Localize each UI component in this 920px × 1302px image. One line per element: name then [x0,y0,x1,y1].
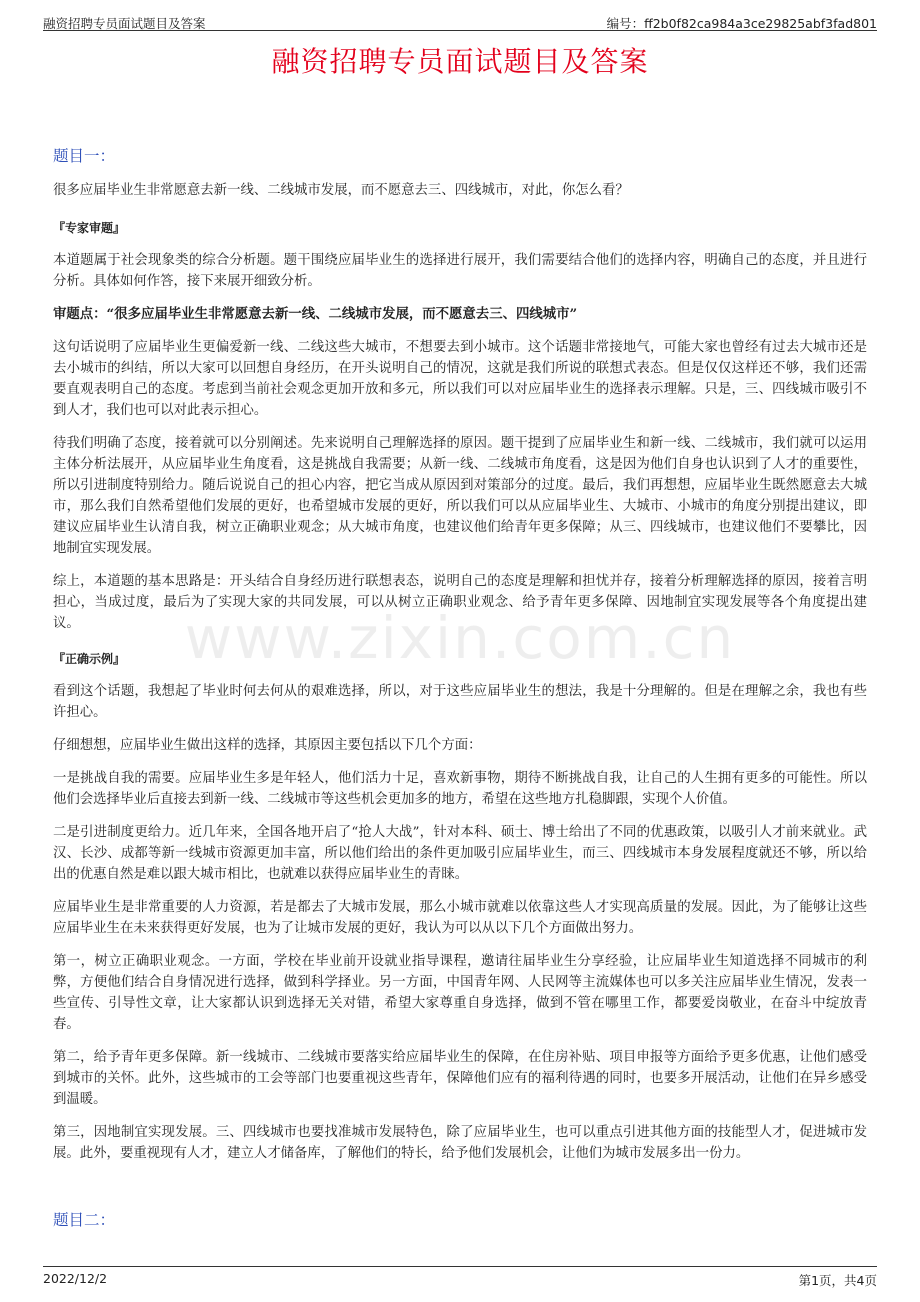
example-paragraph: 第三，因地制宜实现发展。三、四线城市也要找准城市发展特色，除了应届毕业生，也可以重点引进其他方面的技能型人才，促进城市发展。此外，要重视现有人才，建立人才储备库，了解他们的特长，给予他们发展机会，让他们为城市发展多出一份力。 [53,1125,867,1161]
header-doc-title: 融资招聘专员面试题目及答案 [43,16,206,31]
correct-example-tag: 『正确示例』 [53,652,126,666]
expert-review-tag: 『专家审题』 [53,221,126,235]
footer-page-number: 第1页，共4页 [798,1273,877,1288]
question-1-heading: 题目一： [53,147,116,165]
example-paragraph: 第二，给予青年更多保障。新一线城市、二线城市要落实给应届毕业生的保障，在住房补贴、项目申报等方面给予更多优惠，让他们感受到城市的关怀。此外，这些城市的工会等部门也要重视这些青年，保障他们应有的福利待遇的同时，也要多开展活动，让他们在异乡感受到温暖。 [53,1050,867,1107]
review-paragraph: 综上，本道题的基本思路是：开头结合自身经历进行联想表态，说明自己的态度是理解和担忧并存，接着分析理解选择的原因，接着言明担心，当成过度，最后为了实现大家的共同发展，可以从树立正确职业观念、给予青年更多保障、因地制宜实现发展等各个角度提出建议。 [53,574,867,631]
review-paragraph: 这句话说明了应届毕业生更偏爱新一线、二线这些大城市，不想要去到小城市。这个话题非常接地气，可能大家也曾经有过去大城市还是去小城市的纠结，所以大家可以回想自身经历，在开头说明自己的情况，这就是我们所说的联想式表态。但是仅仅这样还不够，我们还需要直观表明自己的态度。考虑到当前社会观念更加开放和多元，所以我们可以对应届毕业生的选择表示理解。只是，三、四线城市吸引不到人才，我们也可以对此表示担心。 [53,340,867,418]
review-point: 审题点：“很多应届毕业生非常愿意去新一线、二线城市发展，而不愿意去三、四线城市” [53,306,578,322]
example-paragraph: 第一，树立正确职业观念。一方面，学校在毕业前开设就业指导课程，邀请往届毕业生分享经验，让应届毕业生知道选择不同城市的利弊，方便他们结合自身情况进行选择，做到科学择业。另一方面，中国青年网、人民网等主流媒体也可以多关注应届毕业生情况，发表一些宣传、引导性文章，让大家都认识到选择无关对错，希望大家尊重自身选择，做到不管在哪里工作，都要爱岗敬业，在奋斗中绽放青春。 [53,954,867,1032]
example-paragraph: 一是挑战自我的需要。应届毕业生多是年轻人，他们活力十足，喜欢新事物，期待不断挑战自我，让自己的人生拥有更多的可能性。所以他们会选择毕业后直接去到新一线、二线城市等这些机会更加多的地方，希望在这些地方扎稳脚跟，实现个人价值。 [53,771,867,807]
document-title: 融资招聘专员面试题目及答案 [271,45,649,78]
question-1-text: 很多应届毕业生非常愿意去新一线、二线城市发展，而不愿意去三、四线城市，对此，你怎么看？ [53,183,629,198]
page-footer [43,1266,877,1289]
question-2-heading: 题目二： [53,1211,116,1229]
document-body [53,144,867,1244]
example-paragraph: 二是引进制度更给力。近几年来，全国各地开启了“抢人大战”，针对本科、硕士、博士给出了不同的优惠政策，以吸引人才前来就业。武汉、长沙、成都等新一线城市资源更加丰富，所以他们给出的条件更加吸引应届毕业生，而三、四线城市本身发展程度就还不够，所以给出的优惠自然是难以跟大城市相比，也就难以获得应届毕业生的青睐。 [53,825,867,882]
page-header [43,12,877,31]
example-paragraph: 仔细想想，应届毕业生做出这样的选择，其原因主要包括以下几个方面： [53,738,482,753]
example-paragraph: 应届毕业生是非常重要的人力资源，若是都去了大城市发展，那么小城市就难以依靠这些人才实现高质量的发展。因此，为了能够让这些应届毕业生在未来获得更好发展，也为了让城市发展的更好，我认为可以从以下几个方面做出努力。 [53,900,867,936]
review-paragraph: 待我们明确了态度，接着就可以分别阐述。先来说明自己理解选择的原因。题干提到了应届毕业生和新一线、二线城市，我们就可以运用主体分析法展开，从应届毕业生角度看，这是挑战自我需要；从新一线、二线城市角度看，这是因为他们自身也认识到了人才的重要性，所以引进制度特别给力。随后说说自己的担心内容，把它当成从原因到对策部分的过度。最后，我们再想想，应届毕业生既然愿意去大城市，那么我们自然希望他们发展的更好，也希望城市发展的更好，所以我们可以从应届毕业生、大城市、小城市的角度分别提出建议，即建议应届毕业生认清自我，树立正确职业观念；从大城市角度，也建议他们给青年更多保障；从三、四线城市，也建议他们不要攀比，因地制宜实现发展。 [53,436,867,556]
watermark: www.zixin.com.cn [184,604,736,672]
header-doc-id: 编号：ff2b0f82ca984a3ce29825abf3fad801 [606,16,877,31]
example-paragraph: 看到这个话题，我想起了毕业时何去何从的艰难选择，所以，对于这些应届毕业生的想法，我是十分理解的。但是在理解之余，我也有些许担心。 [53,684,867,720]
review-intro: 本道题属于社会现象类的综合分析题。题干围绕应届毕业生的选择进行展开，我们需要结合他们的选择内容，明确自己的态度，并且进行分析。具体如何作答，接下来展开细致分析。 [53,253,867,289]
footer-date: 2022/12/2 [43,1271,108,1286]
